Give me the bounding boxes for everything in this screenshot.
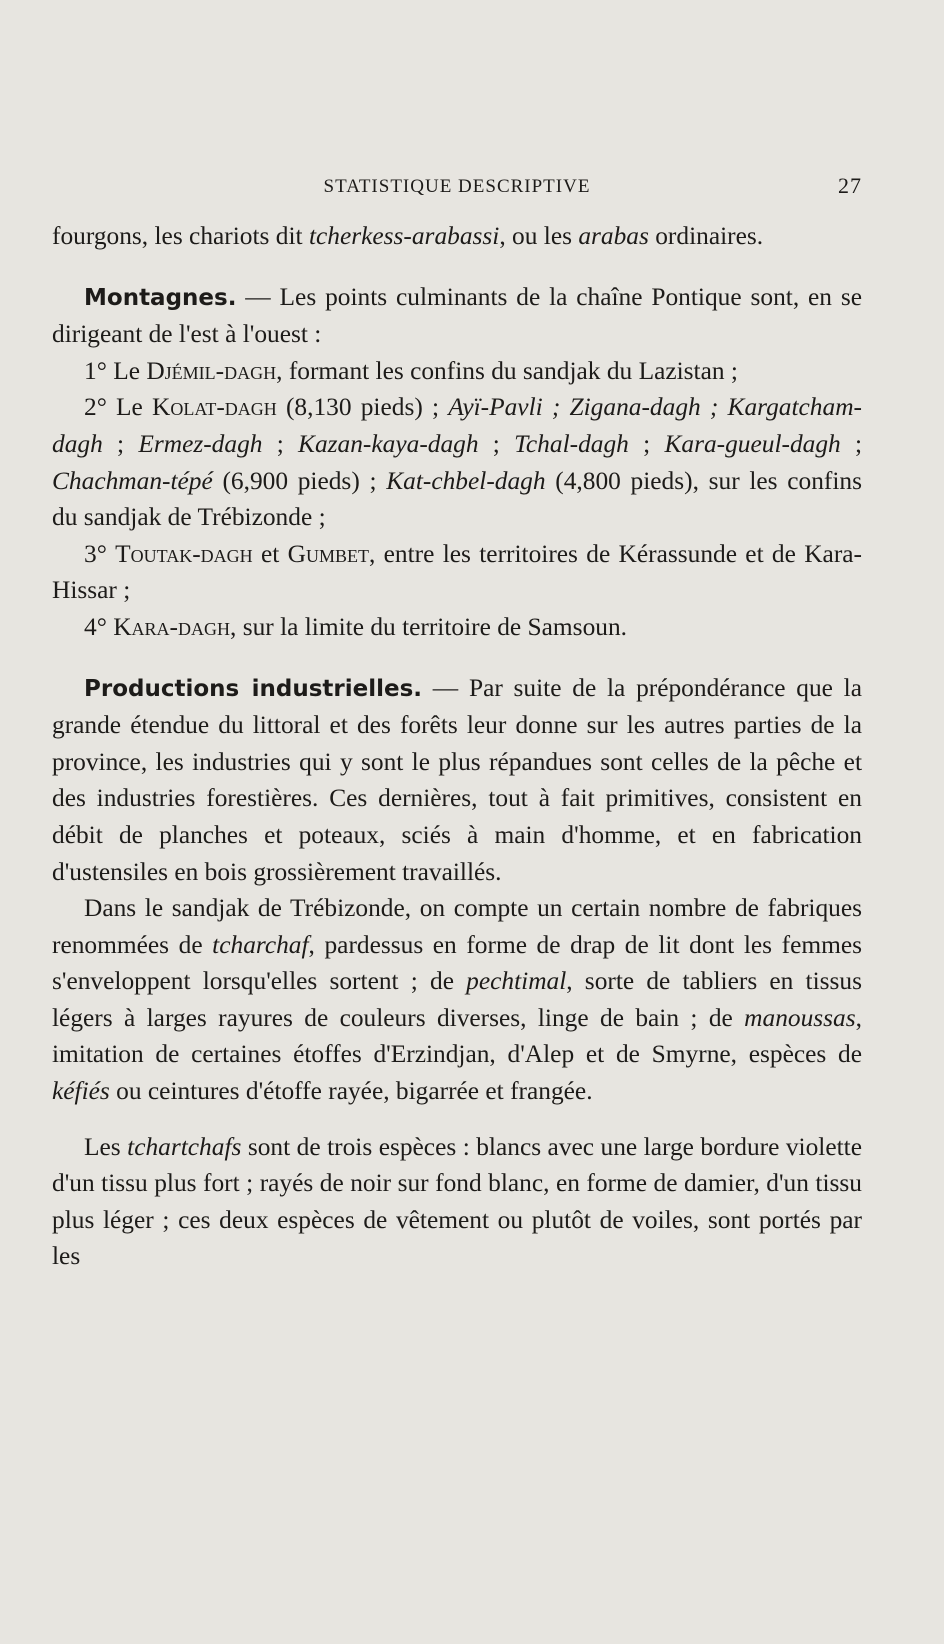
list-item-2 — [52, 389, 862, 535]
list-item-3 — [52, 536, 862, 609]
italic-term: tcharchaf — [212, 930, 309, 959]
place-name: Kolat-dagh — [152, 393, 277, 422]
italic-term: Kara-gueul-dagh — [664, 429, 841, 458]
text-run: (8,130 pieds) ; — [276, 393, 449, 422]
paragraph-productions — [52, 670, 862, 891]
text-run: (4,800 pieds), sur les confins du sandjak de Trébizonde ; — [52, 466, 862, 532]
italic-term: pechtimal — [466, 967, 567, 996]
place-name: Toutak-dagh — [115, 539, 253, 568]
section-heading: Productions industrielles. — [84, 675, 423, 702]
text-run: — Par suite de la prépondérance que la grande étendue du littoral et des forêts leur donne sur les autres parties de la province, les industries qui y sont le plus répandues sont celles de la pêche et des industries forestières. Ces dernières, tout à fait primitives, consistent en débit de planches et poteaux, sciés à main d'homme, et en fabrication d'ustensiles en bois grossièrement travaillés. — [52, 673, 863, 886]
paragraph-montagnes — [52, 279, 862, 353]
text-run: 4° — [84, 612, 114, 641]
text-run: , formant les confins du sandjak du Lazistan ; — [276, 356, 738, 385]
paragraph-continued — [52, 218, 862, 255]
italic-term: Ermez-dagh — [138, 429, 263, 458]
text-run: , sorte de tabliers en tissus légers à larges rayures de couleurs diverses, linge de bain ; de — [52, 967, 862, 1032]
paragraph-tchartchafs — [52, 1129, 862, 1275]
text-run: 1° Le — [84, 356, 147, 385]
text-run: , sur la limite du territoire de Samsoun. — [230, 612, 628, 641]
text-run: ordinaires. — [648, 222, 764, 250]
text-run: ; — [840, 429, 863, 458]
section-heading: Montagnes. — [84, 284, 237, 311]
place-name: Gumbet — [287, 539, 369, 568]
running-title: STATISTIQUE DESCRIPTIVE — [323, 176, 591, 197]
italic-term: kéfiés — [52, 1077, 110, 1106]
italic-term: Chachman-tépé — [52, 466, 213, 495]
text-run: (6,900 pieds) ; — [212, 466, 387, 495]
italic-term: manoussas — [744, 1003, 856, 1032]
text-run: Les — [84, 1132, 128, 1161]
italic-term: Kazan-kaya-dagh — [298, 429, 479, 458]
text-run: ou ceintures d'étoffe rayée, bigarrée et frangée. — [109, 1077, 593, 1106]
text-run: 2° Le — [84, 393, 152, 422]
text-run: Dans le sandjak de Trébizonde, on compte un certain nombre de fabriques renommées de — [52, 894, 862, 959]
list-item-4 — [52, 609, 862, 646]
italic-term: Kat-chbel-dagh — [386, 466, 546, 495]
text-run: ; — [102, 429, 139, 458]
text-run: , ou les — [499, 222, 579, 250]
text-run: — Les points culminants de la chaîne Pontique sont, en se dirigeant de l'est à l'ouest : — [52, 282, 862, 349]
text-run: ; — [478, 429, 515, 458]
body-text — [52, 218, 862, 1275]
text-run: , imitation de certaines étoffes d'Erzindjan, d'Alep et de Smyrne, espèces de — [52, 1003, 862, 1069]
text-run: ; — [262, 429, 299, 458]
italic-term: Ayï-Pavli ; Zigana-dagh ; Kargatcham-dagh — [52, 393, 862, 458]
italic-term: tchartchafs — [127, 1132, 242, 1161]
place-name: Djémil-dagh — [146, 356, 277, 385]
text-run: fourgons, les chariots dit — [52, 222, 309, 250]
place-name: Kara-dagh — [113, 612, 230, 641]
text-run: , pardessus en forme de drap de lit dont les femmes s'enveloppent lorsqu'elles sortent ; de — [52, 930, 862, 996]
page-number: 27 — [838, 173, 862, 198]
italic-term: tcherkess-arabassi — [308, 222, 500, 250]
paragraph-trebizonde — [52, 890, 862, 1110]
text-run: , entre les territoires de Kérassunde et de Kara-Hissar ; — [52, 539, 863, 605]
italic-term: arabas — [578, 222, 649, 250]
italic-term: Tchal-dagh — [514, 429, 629, 458]
list-item-1 — [52, 353, 862, 390]
running-head — [52, 173, 862, 206]
text-run: sont de trois espèces : blancs avec une large bordure violette d'un tissu plus fort ; rayés de noir sur fond blanc, en forme de damier, d'un tissu plus léger ; ces deux espèces de vêtement ou plutôt de voiles, sont portés par les — [52, 1132, 862, 1271]
text-run: 3° — [84, 539, 116, 568]
text-run: ; — [628, 429, 665, 458]
text-run: et — [252, 539, 288, 568]
